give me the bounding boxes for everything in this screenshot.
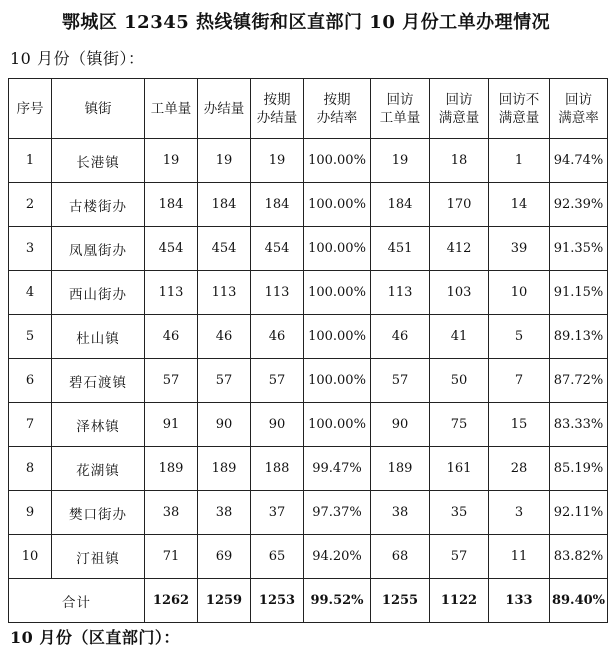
town-orders-table [8, 78, 608, 623]
cell-seq: 2 [9, 183, 52, 227]
cell-revisit: 90 [371, 403, 430, 447]
cell-ontime: 57 [251, 359, 304, 403]
cell-sat-rate: 92.11% [550, 491, 608, 535]
cell-town: 樊口街办 [52, 491, 145, 535]
header-ontime-rate: 按期 办结率 [304, 79, 371, 139]
cell-satisfied: 170 [430, 183, 489, 227]
total-sat-rate: 89.40% [550, 579, 608, 623]
cell-satisfied: 161 [430, 447, 489, 491]
cell-ontime-rate: 100.00% [304, 359, 371, 403]
cell-unsatisfied: 7 [489, 359, 550, 403]
table-row [9, 271, 608, 315]
table-header-row [9, 79, 608, 139]
cell-orders: 57 [145, 359, 198, 403]
total-completed: 1259 [198, 579, 251, 623]
cell-unsatisfied: 5 [489, 315, 550, 359]
cell-ontime: 188 [251, 447, 304, 491]
cell-sat-rate: 92.39% [550, 183, 608, 227]
cell-orders: 19 [145, 139, 198, 183]
cell-ontime-rate: 100.00% [304, 183, 371, 227]
cell-completed: 454 [198, 227, 251, 271]
cell-ontime-rate: 94.20% [304, 535, 371, 579]
cell-revisit: 451 [371, 227, 430, 271]
cell-town: 杜山镇 [52, 315, 145, 359]
total-label: 合计 [9, 579, 145, 623]
cell-town: 古楼街办 [52, 183, 145, 227]
cell-ontime: 113 [251, 271, 304, 315]
cell-revisit: 68 [371, 535, 430, 579]
header-ontime-completed: 按期 办结量 [251, 79, 304, 139]
cell-ontime-rate: 97.37% [304, 491, 371, 535]
cell-completed: 19 [198, 139, 251, 183]
table-row [9, 227, 608, 271]
cell-unsatisfied: 28 [489, 447, 550, 491]
cell-orders: 113 [145, 271, 198, 315]
cell-satisfied: 75 [430, 403, 489, 447]
table-row [9, 139, 608, 183]
cell-sat-rate: 85.19% [550, 447, 608, 491]
section-heading-town: 10 月份（镇街）： [10, 49, 145, 68]
cell-unsatisfied: 11 [489, 535, 550, 579]
total-satisfied: 1122 [430, 579, 489, 623]
total-ontime: 1253 [251, 579, 304, 623]
table-row [9, 315, 608, 359]
cell-ontime: 19 [251, 139, 304, 183]
cell-completed: 189 [198, 447, 251, 491]
cell-orders: 189 [145, 447, 198, 491]
cell-unsatisfied: 10 [489, 271, 550, 315]
cell-ontime-rate: 100.00% [304, 271, 371, 315]
header-revisit-satisfied: 回访 满意量 [430, 79, 489, 139]
cell-ontime: 46 [251, 315, 304, 359]
cell-satisfied: 57 [430, 535, 489, 579]
cell-revisit: 38 [371, 491, 430, 535]
cell-town: 花湖镇 [52, 447, 145, 491]
cell-sat-rate: 83.33% [550, 403, 608, 447]
cell-seq: 9 [9, 491, 52, 535]
header-revisit-unsatisfied: 回访不 满意量 [489, 79, 550, 139]
total-unsatisfied: 133 [489, 579, 550, 623]
cell-seq: 7 [9, 403, 52, 447]
table-row [9, 491, 608, 535]
header-town: 镇街 [52, 79, 145, 139]
table-row [9, 359, 608, 403]
cell-seq: 8 [9, 447, 52, 491]
table-row [9, 447, 608, 491]
cell-completed: 69 [198, 535, 251, 579]
cell-revisit: 113 [371, 271, 430, 315]
cell-sat-rate: 91.15% [550, 271, 608, 315]
cell-unsatisfied: 1 [489, 139, 550, 183]
table-row [9, 403, 608, 447]
table-total-row [9, 579, 608, 623]
cell-completed: 46 [198, 315, 251, 359]
cell-ontime-rate: 100.00% [304, 403, 371, 447]
cell-revisit: 46 [371, 315, 430, 359]
cell-revisit: 184 [371, 183, 430, 227]
cell-seq: 5 [9, 315, 52, 359]
cell-ontime: 37 [251, 491, 304, 535]
cell-seq: 6 [9, 359, 52, 403]
cell-completed: 113 [198, 271, 251, 315]
cell-completed: 38 [198, 491, 251, 535]
cell-ontime: 184 [251, 183, 304, 227]
cell-ontime: 65 [251, 535, 304, 579]
cell-seq: 10 [9, 535, 52, 579]
cell-revisit: 19 [371, 139, 430, 183]
cell-satisfied: 41 [430, 315, 489, 359]
cell-town: 凤凰街办 [52, 227, 145, 271]
cell-revisit: 189 [371, 447, 430, 491]
cell-revisit: 57 [371, 359, 430, 403]
cell-seq: 3 [9, 227, 52, 271]
cell-town: 泽林镇 [52, 403, 145, 447]
cell-unsatisfied: 3 [489, 491, 550, 535]
cell-orders: 454 [145, 227, 198, 271]
cell-ontime-rate: 99.47% [304, 447, 371, 491]
cell-sat-rate: 89.13% [550, 315, 608, 359]
table-row [9, 183, 608, 227]
cell-sat-rate: 83.82% [550, 535, 608, 579]
cell-seq: 4 [9, 271, 52, 315]
cell-town: 汀祖镇 [52, 535, 145, 579]
cell-satisfied: 35 [430, 491, 489, 535]
cell-orders: 46 [145, 315, 198, 359]
header-seq: 序号 [9, 79, 52, 139]
header-revisit-orders: 回访 工单量 [371, 79, 430, 139]
cell-completed: 57 [198, 359, 251, 403]
page-title: 鄂城区 12345 热线镇街和区直部门 10 月份工单办理情况 [61, 12, 551, 33]
cell-satisfied: 103 [430, 271, 489, 315]
cell-satisfied: 50 [430, 359, 489, 403]
cell-ontime-rate: 100.00% [304, 315, 371, 359]
cell-ontime-rate: 100.00% [304, 227, 371, 271]
cell-satisfied: 18 [430, 139, 489, 183]
total-revisit: 1255 [371, 579, 430, 623]
total-orders: 1262 [145, 579, 198, 623]
cell-satisfied: 412 [430, 227, 489, 271]
header-orders: 工单量 [145, 79, 198, 139]
total-ontime-rate: 99.52% [304, 579, 371, 623]
cell-ontime-rate: 100.00% [304, 139, 371, 183]
cell-orders: 184 [145, 183, 198, 227]
cell-town: 长港镇 [52, 139, 145, 183]
cell-completed: 90 [198, 403, 251, 447]
cell-orders: 38 [145, 491, 198, 535]
header-satisfaction-rate: 回访 满意率 [550, 79, 608, 139]
cell-seq: 1 [9, 139, 52, 183]
cell-sat-rate: 87.72% [550, 359, 608, 403]
section-heading-departments: 10 月份（区直部门）： [10, 628, 180, 647]
cell-unsatisfied: 39 [489, 227, 550, 271]
cell-sat-rate: 91.35% [550, 227, 608, 271]
cell-completed: 184 [198, 183, 251, 227]
cell-unsatisfied: 15 [489, 403, 550, 447]
cell-unsatisfied: 14 [489, 183, 550, 227]
header-completed: 办结量 [198, 79, 251, 139]
cell-sat-rate: 94.74% [550, 139, 608, 183]
cell-orders: 71 [145, 535, 198, 579]
table-row [9, 535, 608, 579]
cell-ontime: 454 [251, 227, 304, 271]
cell-town: 西山街办 [52, 271, 145, 315]
cell-orders: 91 [145, 403, 198, 447]
cell-town: 碧石渡镇 [52, 359, 145, 403]
cell-ontime: 90 [251, 403, 304, 447]
